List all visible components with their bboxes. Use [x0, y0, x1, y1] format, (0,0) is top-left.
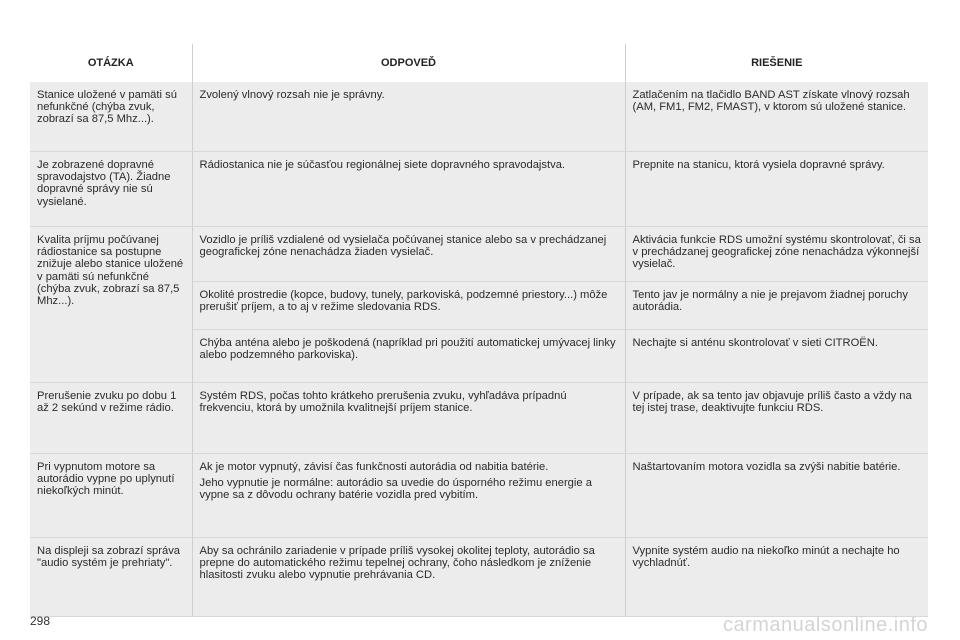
header-question: OTÁZKA	[30, 44, 192, 82]
solution-cell: Nechajte si anténu skontrolovať v sieti CITROËN.	[625, 329, 928, 382]
answer-paragraph: Ak je motor vypnutý, závisí čas funkčnosti autorádia od nabitia batérie.	[199, 460, 549, 473]
question-cell: Prerušenie zvuku po dobu 1 až 2 sekúnd v režime rádio.	[30, 382, 192, 453]
table-row	[30, 453, 928, 537]
header-answer: ODPOVEĎ	[192, 44, 625, 82]
solution-cell: Tento jav je normálny a nie je prejavom žiadnej poruchy autorádia.	[625, 281, 928, 329]
table-row	[30, 382, 928, 453]
troubleshooting-table	[30, 44, 928, 617]
answer-paragraph: Jeho vypnutie je normálne: autorádio sa uvedie do úsporného režimu energie a vypne sa z dôvodu ochrany batérie vozidla pred vybitím.	[199, 476, 592, 502]
solution-cell: Naštartovaním motora vozidla sa zvýši nabitie batérie.	[625, 453, 928, 537]
answer-cell: Okolité prostredie (kopce, budovy, tunely, parkoviská, podzemné priestory...) môže prerušiť príjem, a to aj v režime sledovania RDS.	[192, 281, 625, 329]
table-row	[30, 537, 928, 616]
watermark: carmanualsonline.info	[722, 614, 928, 636]
troubleshooting-table-frame	[30, 44, 928, 617]
question-cell: Je zobrazené dopravné spravodajstvo (TA). Žiadne dopravné správy nie sú vysielané.	[30, 152, 192, 227]
table-row	[30, 152, 928, 227]
solution-cell: Vypnite systém audio na niekoľko minút a nechajte ho vychladnúť.	[625, 537, 928, 616]
question-cell: Na displeji sa zobrazí správa "audio systém je prehriaty".	[30, 537, 192, 616]
solution-cell: V prípade, ak sa tento jav objavuje príliš často a vždy na tej istej trase, deaktivujte funkciu RDS.	[625, 382, 928, 453]
answer-cell: Vozidlo je príliš vzdialené od vysielača počúvanej stanice alebo sa v prechádzanej geografickej zóne nenachádza žiaden vysielač.	[192, 227, 625, 282]
answer-cell: Systém RDS, počas tohto krátkeho prerušenia zvuku, vyhľadáva prípadnú frekvenciu, ktorá by umožnila kvalitnejší príjem stanice.	[192, 382, 625, 453]
page-number: 298	[30, 614, 51, 628]
answer-cell: Rádiostanica nie je súčasťou regionálnej siete dopravného spravodajstva.	[192, 152, 625, 227]
answer-cell: Zvolený vlnový rozsah nie je správny.	[192, 82, 625, 152]
answer-cell	[192, 453, 625, 537]
solution-cell: Zatlačením na tlačidlo BAND AST získate vlnový rozsah (AM, FM1, FM2, FMAST), v ktorom sú uložené stanice.	[625, 82, 928, 152]
solution-cell: Prepnite na stanicu, ktorá vysiela dopravné správy.	[625, 152, 928, 227]
answer-cell: Aby sa ochránilo zariadenie v prípade príliš vysokej okolitej teploty, autorádio sa prepne do automatického režimu tepelnej ochrany, čoho následkom je zníženie hlasitosti zvuku alebo vypnutie prehrávania CD.	[192, 537, 625, 616]
solution-cell: Aktivácia funkcie RDS umožní systému skontrolovať, či sa v prechádzanej geografickej zóne nenachádza výkonnejší vysielač.	[625, 227, 928, 282]
header-solution: RIEŠENIE	[751, 57, 803, 69]
question-cell: Kvalita príjmu počúvanej rádiostanice sa postupne znižuje alebo stanice uložené v pamäti sú nefunkčné (chýba zvuk, zobrazí sa 87,5 Mhz...).	[30, 227, 192, 383]
table-row	[30, 227, 928, 282]
question-cell: Pri vypnutom motore sa autorádio vypne po uplynutí niekoľkých minút.	[30, 453, 192, 537]
question-cell: Stanice uložené v pamäti sú nefunkčné (chýba zvuk, zobrazí sa 87,5 Mhz...).	[30, 82, 192, 152]
table-row	[30, 82, 928, 152]
answer-cell: Chýba anténa alebo je poškodená (napríklad pri použití automatickej umývacej linky alebo podzemného parkoviska).	[192, 329, 625, 382]
table-header-row	[30, 44, 928, 82]
